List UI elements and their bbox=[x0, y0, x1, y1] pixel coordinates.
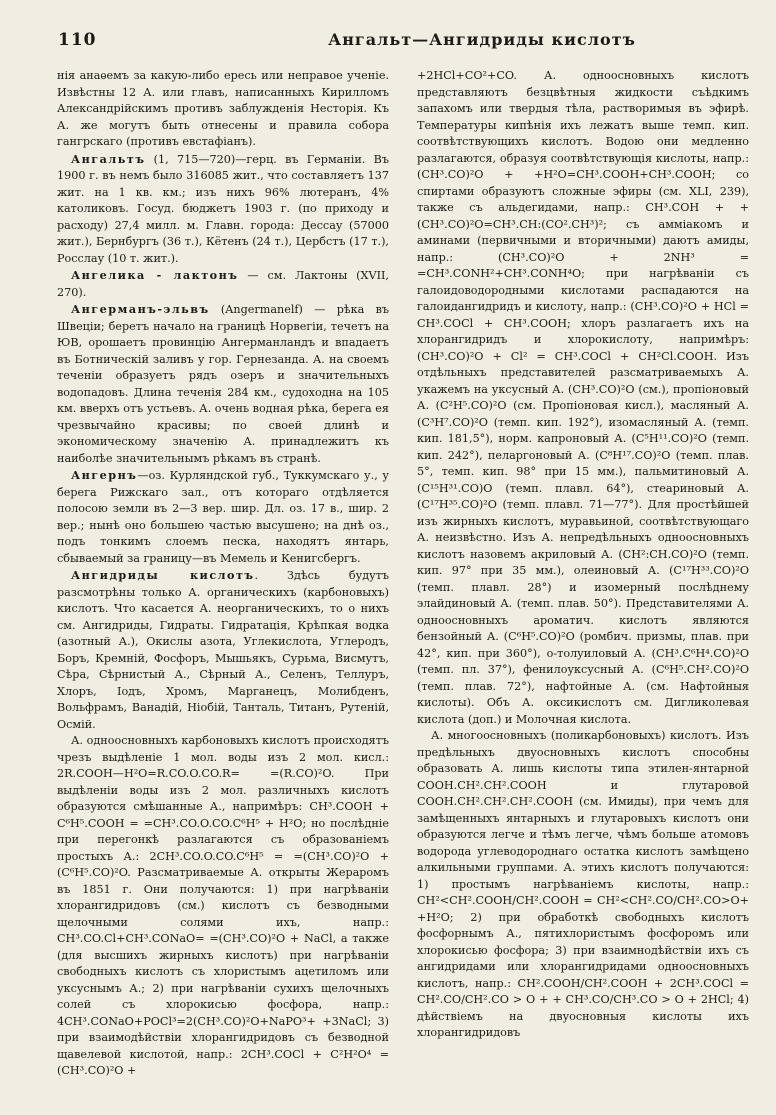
left-column bbox=[57, 68, 389, 1098]
paragraph: А. одноосновныхъ карбоновыхъ кислотъ происходятъ чрезъ выдѣленіе 1 мол. воды изъ 2 мол. кисл.: 2R.COOH—H²O=R.CO.O.CO.R= =(R.CO)²O. При выдѣленіи воды изъ 2 мол. различныхъ кислотъ образуются смѣшанные А., напримѣръ: CH³.COOH + C⁶H⁵.COOH = =CH³.CO.O.CO.C⁶H⁵ + H²O; но послѣдніе при перегонкѣ разлагаются съ образованіемъ простыхъ А.: 2CH³.CO.O.CO.C⁶H⁵ = =(CH³.CO)²O + (C⁶H⁵.CO)²O. Разсматриваемые А. открыты Жераромъ въ 1851 г. Они получаются: 1) при нагрѣваніи хлорангидридовъ (см.) кислотъ съ безводными щелочными солями ихъ, напр.: CH³.CO.Cl+CH³.CONaO= =(CH³.CO)²O + NaCl, а также (для высшихъ жирныхъ кислотъ) при нагрѣваніи свободныхъ кислотъ съ хлористымъ ацетиломъ или уксуснымъ А.; 2) при нагрѣваніи сухихъ щелочныхъ солей съ хлорокисью фосфора, напр.: 4CH³.CONaO+POCl³=2(CH³.CO)²O+NaPO³+ +3NaCl; 3) при взаимодѣйствіи хлорангидридовъ съ безводной щавелевой кислотой, напр.: 2CH³.COCl + C²H²O⁴ = (CH³.CO)²O + bbox=[57, 734, 389, 1077]
entry-text: — см. Лактоны (XVII, 270). bbox=[57, 269, 389, 299]
entry-headword: Ангелика - лактонъ bbox=[71, 268, 239, 282]
entry-headword: Ангерманъ-эльвъ bbox=[71, 302, 210, 316]
entry-headword: Ангальтъ bbox=[71, 151, 146, 166]
entry-headword: Ангернъ bbox=[71, 468, 138, 482]
page-number: 110 bbox=[58, 30, 97, 50]
entry-headword: Ангидриды кислотъ bbox=[71, 568, 255, 582]
running-head: Ангальт—Ангидриды кислотъ bbox=[328, 30, 636, 49]
encyclopedia-entry bbox=[57, 151, 389, 268]
encyclopedia-entry bbox=[57, 467, 389, 567]
entry-text: (1, 715—720)—герц. въ Германіи. Въ 1900 г. въ немъ было 316085 жит., что составляетъ 137 жит. на 1 кв. км.; изъ нихъ 96% лютеранъ, 4% католиковъ. Госуд. бюджетъ 1903 г. (по приходу и расходу) 27,4 милл. м. Главн. города: Дессау (57000 жит.), Бернбургъ (36 т.), Кётенъ (24 т.), Цербстъ (17 т.), Росслау (10 т. жит.). bbox=[57, 152, 389, 265]
encyclopedia-entry bbox=[57, 267, 389, 301]
continued-text: нія анаѳемъ за какую-либо ересь или неправое ученіе. Извѣстны 12 А. или главъ, написанныхъ Кирилломъ Александрійскимъ противъ заблужденія Несторія. Къ А. же могутъ быть отнесены и правила собора гангрскаго (противъ евстафіанъ). bbox=[57, 69, 389, 148]
entry-text: (Angermanelf) — рѣка въ Швеціи; беретъ начало на границѣ Норвегіи, течетъ на ЮВ, орошаетъ провинцію Ангерманландъ и впадаетъ въ Ботническій заливъ у гор. Гернезанда. А. на своемъ теченіи образуетъ рядъ озеръ и значительныхъ водопадовъ. Длина теченія 284 км., судоходна на 105 км. вверхъ отъ устьевъ. А. очень водная рѣка, берега ея чрезвычайно красивы; по своей длинѣ и экономическому значенію А. принадлежитъ къ наиболѣе значительнымъ рѣкамъ въ странѣ. bbox=[57, 303, 389, 465]
entry-text: . Здѣсь будутъ разсмотрѣны только А. органическихъ (карбоновыхъ) кислотъ. Что касается А. неорганическихъ, то о нихъ см. Ангидриды, Гидраты. Гидратація, Крѣпкая водка (азотный А.), Окислы азота, Углекислота, Углеродъ, Боръ, Кремній, Фосфоръ, Мышьякъ, Сурьма, Висмутъ, Сѣра, Сѣрнистый А., Сѣрный А., Селенъ, Теллуръ, Хлоръ, Іодъ, Хромъ, Марганецъ, Молибденъ, Вольфрамъ, Ванадій, Ніобій, Танталь, Титанъ, Рутеній, Осмій. bbox=[57, 569, 389, 731]
encyclopedia-entry bbox=[57, 301, 389, 467]
entry-text: —оз. Курляндской губ., Туккумскаго у., у берега Рижскаго зал., отъ котораго отдѣляется полосою земли въ 2—3 вер. шир. Дл. оз. 17 в., шир. 2 вер.; нынѣ оно большею частью высушено; на днѣ оз., подъ тонкимъ слоемъ песка, находятъ янтарь, сбываемый за границу—въ Мемель и Кенигсбергъ. bbox=[57, 469, 389, 565]
encyclopedia-entry bbox=[57, 567, 389, 733]
paragraph: А. многоосновныхъ (поликарбоновыхъ) кислотъ. Изъ предѣльныхъ двуосновныхъ кислотъ способны образовать А. лишь кислоты типа этилен-янтарной COOH.CH².CH².COOH и глутаровой COOH.CH².CH².CH².COOH (см. Имиды), при чемъ для замѣщенныхъ янтарныхъ и глутаровыхъ кислотъ они образуются легче и тѣмъ легче, чѣмъ больше атомовъ водорода углеводороднаго остатка кислотъ замѣщено алкильными группами. А. этихъ кислотъ получаются: 1) простымъ нагрѣваніемъ кислоты, напр.: CH²<CH².COOH/CH².COOH = CH²<CH².CO/CH².CO>O+ +H²O; 2) при обработкѣ свободныхъ кислотъ фосфорнымъ А., пятихлористымъ фосфоромъ или хлорокисью фосфора; 3) при взаимнодѣйствіи ихъ съ ангидридами или хлорангидридами одноосновныхъ кислотъ, напр.: CH².COOH/CH².COOH + 2CH³.COCl = CH².CO/CH².CO > O + + CH³.CO/CH³.CO > O + 2HCl; 4) дѣйствіемъ на двуосновныя кислоты ихъ хлорангидридовъ bbox=[417, 729, 749, 1039]
right-column bbox=[417, 68, 749, 1098]
continued-text: +2HCl+CO²+CO. А. одноосновныхъ кислотъ представляютъ безцвѣтныя жидкости съѣдкимъ запахомъ или твердыя тѣла, растворимыя въ эфирѣ. Температуры кипѣнія ихъ лежатъ выше темп. кип. соотвѣтствующихъ кислотъ. Водою они медленно разлагаются, образуя соотвѣтствующія кислоты, напр.: (CH³.CO)²O + +H²O=CH³.COOH+CH³.COOH; со спиртами образуютъ сложные эфиры (см. XLI, 239), также съ альдегидами, напр.: CH³.COH + +(CH³.CO)²O=CH³.CH:(CO².CH³)²; съ аммiакомъ и аминами (первичными и вторичными) даютъ амиды, напр.: (CH³.CO)²O + 2NH³ = =CH³.CONH²+CH³.CONH⁴O; при нагрѣваніи съ галоидоводородными кислотами распадаются на галоидангидридъ и кислоту, напр.: (CH³.CO)²O + HCl = CH³.COCl + CH³.COOH; хлоръ разлагаетъ ихъ на хлорангидридъ и хлорокислоту, напримѣръ: (CH³.CO)²O + Cl² = CH³.COCl + CH²Cl.COOH. Изъ отдѣльныхъ представителей разсматриваемыхъ А. укажемъ на уксусный А. (CH³.CO)²O (см.), пропіоновый А. (C²H⁵.CO)²O (см. Пропіоновая кисл.), масляный А. (C³H⁷.CO)²O (темп. кип. 192°), изомасляный А. (темп. кип. 181,5°), норм. капроновый А. (C⁵H¹¹.CO)²O (темп. кип. 242°), пеларгоновый А. (C⁸H¹⁷.CO)²O (темп. плав. 5°, темп. кип. 98° при 15 мм.), пальмитиновый А. (C¹⁵H³¹.CO)O (темп. плавл. 64°), стеариновый А. (C¹⁷H³⁵.CO)²O (темп. плавл. 71—77°). Для простѣйшей изъ жирныхъ кислотъ, муравьиной, соотвѣтствующаго А. неизвѣстно. Изъ А. непредѣльныхъ одноосновныхъ кислотъ назовемъ акриловый А. (CH²:CH.CO)²O (темп. кип. 97° при 35 мм.), олеиновый А. (C¹⁷H³³.CO)²O (темп. плавл. 28°) и изомерный послѣднему элайдиновый А. (темп. плав. 50°). Представителями А. одноосновныхъ ароматич. кислотъ являются бензойный А. (C⁶H⁵.CO)²O (ромбич. призмы, плав. при 42°, кип. при 360°), о-толуиловый А. (CH³.C⁶H⁴.CO)²O (темп. пл. 37°), фенилоуксусный А. (C⁶H⁵.CH².CO)²O (темп. плав. 72°), нафтойные А. (см. Нафтойныя кислоты). Объ А. оксикислотъ см. Дигликолевая кислота (доп.) и Молочная кислота. bbox=[417, 69, 749, 726]
page-header bbox=[58, 30, 736, 58]
